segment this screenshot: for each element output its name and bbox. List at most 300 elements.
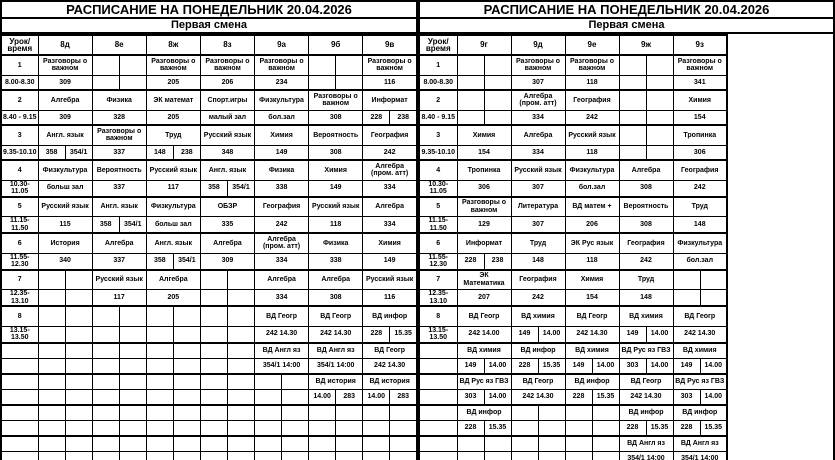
subject-cell: Русский язык [92,270,146,290]
room-cell [173,452,200,460]
room-cell: 242 14.30 [309,326,363,343]
subject-cell: ВД Геогр [309,306,363,326]
room-cell: 242 14.30 [673,326,727,343]
subject-cell: Труд [146,125,200,145]
room-cell [227,421,254,436]
room-cell [309,75,336,90]
subject-cell: ВД Рус яз ГВЗ [673,374,727,390]
room-cell [200,390,227,405]
room-cell: 117 [92,290,146,307]
room-cell [200,359,227,374]
subject-cell [119,374,146,390]
room-cell: 238 [484,253,511,270]
subject-cell: Алгебра [200,233,254,253]
room-cell: 309 [38,110,92,125]
right-shift-label: Первая смена [418,19,835,34]
room-cell: больш зал [38,180,92,197]
room-cell: 354/1 [227,180,254,197]
room-cell: 149 [565,359,592,374]
room-cell: 118 [565,75,619,90]
time-label: 12.35-13.10 [1,290,38,307]
subject-cell [227,306,254,326]
subject-cell: Физика [309,233,363,253]
room-cell: 308 [309,145,363,160]
subject-cell [65,306,92,326]
room-cell: 242 [255,217,309,234]
subject-cell [92,436,119,452]
room-cell [646,75,673,90]
subject-cell [173,374,200,390]
time-label [1,421,38,436]
subject-cell [282,436,309,452]
room-cell: 154 [457,145,511,160]
room-cell [227,326,254,343]
room-cell [309,452,336,460]
room-cell: 234 [255,75,309,90]
time-label: 11.55-12.30 [1,253,38,270]
room-cell: 14.00 [309,390,336,405]
room-cell [511,421,538,436]
room-cell [363,421,390,436]
room-cell: 238 [173,145,200,160]
subject-cell: Алгебра [146,270,200,290]
subject-cell [146,343,173,359]
subject-cell [390,436,417,452]
room-cell: 337 [92,180,146,197]
room-cell: 148 [673,217,727,234]
subject-cell: Алгебра (пром. атт) [363,160,417,180]
left-schedule-table [0,34,418,460]
subject-cell: ВД матем + [565,197,619,217]
subject-cell: Труд [673,197,727,217]
room-cell: 15.35 [390,326,417,343]
subject-cell: Разговоры о важном [309,90,363,110]
class-header: 9е [565,35,619,55]
subject-cell [146,436,173,452]
subject-cell: Тропинка [673,125,727,145]
room-cell: 358 [92,217,119,234]
subject-cell [173,405,200,421]
subject-cell: ВД Рус яз ГВЗ [457,374,511,390]
room-cell [119,421,146,436]
room-cell: 242 14.30 [565,326,619,343]
subject-cell [173,436,200,452]
time-label [419,390,457,405]
room-cell: 206 [200,75,254,90]
subject-cell: Русский язык [38,197,92,217]
subject-cell: Физкультура [255,90,309,110]
right-schedule-table [418,34,728,460]
room-cell [363,452,390,460]
room-cell [200,326,227,343]
subject-cell [565,436,592,452]
time-label: 11.15-11.50 [1,217,38,234]
room-cell: 242 14.30 [363,359,417,374]
room-cell: 354/1 [65,145,92,160]
lesson-number: 8 [419,306,457,326]
time-label: 13.15-13.50 [1,326,38,343]
subject-cell [119,343,146,359]
time-label: 11.55-12.30 [419,253,457,270]
subject-cell: Химия [363,233,417,253]
room-cell [619,145,646,160]
room-cell: 228 [673,421,700,436]
subject-cell [227,405,254,421]
left-table-body [0,34,418,460]
room-cell: 242 14.30 [511,390,565,405]
lesson-number: 2 [1,90,38,110]
room-cell: 358 [38,145,65,160]
room-cell [65,390,92,405]
subject-cell [363,405,390,421]
class-header: 9а [255,35,309,55]
subject-cell: ВД инфор [619,405,673,421]
subject-cell [119,436,146,452]
subject-cell: Русский язык [363,270,417,290]
class-header: 9з [673,35,727,55]
subject-cell [390,405,417,421]
room-cell [146,359,173,374]
corner-header: Урок/время [419,35,457,55]
room-cell: 15.35 [484,421,511,436]
room-cell: 154 [673,110,727,125]
class-header: 8ж [146,35,200,55]
subject-cell: Информат [457,233,511,253]
room-cell: бол.зал [565,180,619,197]
subject-cell [457,436,484,452]
room-cell: 242 14.00 [457,326,511,343]
room-cell [457,75,484,90]
subject-cell [146,374,173,390]
room-cell: 228 [457,421,484,436]
subject-cell [336,405,363,421]
subject-cell: ВД история [309,374,363,390]
subject-cell [309,55,336,75]
room-cell: 337 [92,253,146,270]
subject-cell: Химия [309,160,363,180]
subject-cell: ВД Рус яз ГВЗ [619,343,673,359]
room-cell: бол.зал [255,110,309,125]
lesson-number: 7 [1,270,38,290]
room-cell: 238 [390,110,417,125]
room-cell: 308 [309,110,363,125]
room-cell [92,390,119,405]
subject-cell [255,405,282,421]
room-cell [673,290,700,307]
subject-cell: Разговоры о важном [38,55,92,75]
lesson-number: 1 [419,55,457,75]
subject-cell: Разговоры о важном [146,55,200,75]
subject-cell: Информат [363,90,417,110]
room-cell [146,452,173,460]
subject-cell [38,436,65,452]
subject-cell: Англ. язык [146,233,200,253]
subject-cell: ВД Англ яз [255,343,309,359]
subject-cell: Русский язык [309,197,363,217]
room-cell [173,359,200,374]
room-cell: 205 [146,110,200,125]
time-label [1,359,38,374]
room-cell [65,359,92,374]
room-cell: 334 [255,253,309,270]
room-cell: 15.35 [538,359,565,374]
subject-cell: Химия [565,270,619,290]
room-cell: 338 [309,253,363,270]
room-cell [565,421,592,436]
room-cell [511,452,538,460]
subject-cell [336,55,363,75]
subject-cell [282,374,309,390]
room-cell: 228 [619,421,646,436]
lesson-number [419,436,457,452]
room-cell: 334 [363,180,417,197]
room-cell [146,421,173,436]
lesson-number [1,405,38,421]
room-cell: 14.00 [700,359,727,374]
room-cell [92,452,119,460]
subject-cell: Химия [457,125,511,145]
room-cell: 242 [565,110,619,125]
room-cell: 118 [565,253,619,270]
subject-cell [119,405,146,421]
subject-cell: Разговоры о важном [565,55,619,75]
subject-cell [146,306,173,326]
subject-cell [38,374,65,390]
subject-cell [565,405,592,421]
subject-cell [65,405,92,421]
subject-cell: ОБЗР [200,197,254,217]
room-cell [227,452,254,460]
subject-cell: ВД Геогр [565,306,619,326]
room-cell: 116 [363,290,417,307]
subject-cell: ВД Геогр [619,374,673,390]
time-label: 9.35-10.10 [1,145,38,160]
time-label: 11.15-11.50 [419,217,457,234]
room-cell [227,290,254,307]
room-cell: 228 [363,110,390,125]
room-cell [619,75,646,90]
left-table-title: РАСПИСАНИЕ НА ПОНЕДЕЛЬНИК 20.04.2026 [0,0,418,19]
subject-cell [65,374,92,390]
lesson-number: 8 [1,306,38,326]
room-cell [200,452,227,460]
subject-cell: Алгебра [92,233,146,253]
subject-cell [646,125,673,145]
lesson-number [1,343,38,359]
subject-cell: Труд [511,233,565,253]
subject-cell: Разговоры о важном [457,197,511,217]
room-cell: 116 [363,75,417,90]
subject-cell: ВД химия [565,343,619,359]
right-table-body [418,34,835,460]
room-cell: 205 [146,290,200,307]
subject-cell: Алгебра (пром. атт) [255,233,309,253]
room-cell [173,326,200,343]
class-header: 9б [309,35,363,55]
subject-cell: Тропинка [457,160,511,180]
room-cell [484,452,511,460]
room-cell: 148 [511,253,565,270]
room-cell: 307 [511,180,565,197]
subject-cell: Русский язык [200,125,254,145]
room-cell [619,110,646,125]
subject-cell: География [673,160,727,180]
subject-cell: Алгебра (пром. атт) [511,90,565,110]
room-cell: 118 [565,145,619,160]
lesson-number: 6 [419,233,457,253]
lesson-number: 2 [419,90,457,110]
class-header: 8е [92,35,146,55]
subject-cell: География [511,270,565,290]
subject-cell: Вероятность [619,197,673,217]
subject-cell: Литература [511,197,565,217]
room-cell: 335 [200,217,254,234]
room-cell [282,421,309,436]
subject-cell [700,270,727,290]
room-cell [119,326,146,343]
subject-cell [309,405,336,421]
lesson-number [1,436,38,452]
subject-cell [200,343,227,359]
room-cell [92,75,119,90]
subject-cell: Труд [619,270,673,290]
room-cell [38,359,65,374]
subject-cell [227,436,254,452]
subject-cell [457,55,484,75]
room-cell: 228 [565,390,592,405]
subject-cell: ВД Геогр [457,306,511,326]
subject-cell: Разговоры о важном [255,55,309,75]
lesson-number [419,374,457,390]
subject-cell: Англ. язык [92,197,146,217]
subject-cell [538,436,565,452]
subject-cell: Алгебра [309,270,363,290]
room-cell [119,390,146,405]
room-cell: 354/1 [173,253,200,270]
time-label: 13.15-13.50 [419,326,457,343]
time-label [419,452,457,460]
subject-cell: Разговоры о важном [363,55,417,75]
subject-cell: География [363,125,417,145]
subject-cell [282,405,309,421]
room-cell [173,390,200,405]
room-cell: 242 14.30 [619,390,673,405]
lesson-number [1,374,38,390]
subject-cell: История [38,233,92,253]
subject-cell [38,270,65,290]
room-cell [38,390,65,405]
subject-cell [173,306,200,326]
subject-cell [592,405,619,421]
subject-cell: Англ. язык [38,125,92,145]
room-cell: 307 [511,217,565,234]
room-cell [646,110,673,125]
room-cell: 303 [619,359,646,374]
subject-cell [92,374,119,390]
room-cell [309,421,336,436]
subject-cell [336,436,363,452]
subject-cell [511,436,538,452]
lesson-number: 7 [419,270,457,290]
room-cell: 149 [511,326,538,343]
time-label [419,359,457,374]
subject-cell: ВД инфор [511,343,565,359]
room-cell: 354/1 [119,217,146,234]
room-cell: 348 [200,145,254,160]
room-cell: 118 [309,217,363,234]
room-cell [119,452,146,460]
lesson-number [419,343,457,359]
room-cell [565,452,592,460]
class-header: 8д [38,35,92,55]
subject-cell [173,343,200,359]
room-cell: 303 [673,390,700,405]
subject-cell: География [619,233,673,253]
room-cell: 306 [457,180,511,197]
lesson-number [419,405,457,421]
room-cell [92,421,119,436]
subject-cell: Англ. язык [200,160,254,180]
room-cell: 15.35 [700,421,727,436]
room-cell: 283 [336,390,363,405]
room-cell: 149 [309,180,363,197]
room-cell: 340 [38,253,92,270]
room-cell [173,421,200,436]
subject-cell: Русский язык [565,125,619,145]
room-cell: 242 [363,145,417,160]
room-cell [457,452,484,460]
room-cell [457,110,484,125]
class-header: 9г [457,35,511,55]
subject-cell: Физкультура [38,160,92,180]
room-cell: 354/1 14:00 [309,359,363,374]
subject-cell [484,55,511,75]
subject-cell [119,306,146,326]
room-cell: 14.00 [646,326,673,343]
room-cell: 148 [619,290,673,307]
subject-cell [200,374,227,390]
lesson-number: 3 [1,125,38,145]
time-label: 8.00-8.30 [1,75,38,90]
subject-cell: ВД химия [619,306,673,326]
room-cell: 207 [457,290,511,307]
subject-cell: Физика [92,90,146,110]
subject-cell [363,436,390,452]
subject-cell [38,306,65,326]
subject-cell [511,405,538,421]
subject-cell: ВД Геогр [255,306,309,326]
subject-cell [92,55,119,75]
room-cell: 115 [38,217,92,234]
subject-cell [619,90,646,110]
subject-cell [646,90,673,110]
lesson-number: 3 [419,125,457,145]
room-cell: 14.00 [484,390,511,405]
room-cell: 228 [511,359,538,374]
room-cell [92,326,119,343]
room-cell: 15.35 [646,421,673,436]
time-label: 10.30-11.05 [1,180,38,197]
lesson-number: 4 [419,160,457,180]
time-label: 8.40 - 9.15 [419,110,457,125]
class-header: 9д [511,35,565,55]
left-shift-label: Первая смена [0,19,418,34]
subject-cell [38,405,65,421]
subject-cell [200,306,227,326]
room-cell [38,290,65,307]
subject-cell [65,436,92,452]
subject-cell [255,436,282,452]
